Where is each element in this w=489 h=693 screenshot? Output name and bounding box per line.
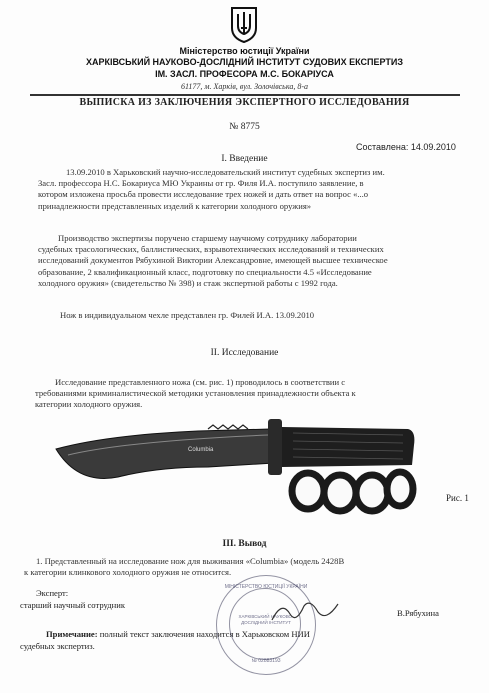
header-divider: [30, 94, 460, 96]
stamp-inner-text: ХАРКІВСЬКИЙ НАУКОВО-ДОСЛІДНИЙ ІНСТИТУТ: [238, 614, 294, 625]
stamp-code: № 02883193: [251, 658, 281, 664]
text-line: 1. Представленный на исследование нож для выживания «Columbia» (модель 2428В: [36, 556, 345, 566]
stamp-ring-text: МІНІСТЕРСТВО ЮСТИЦІЇ УКРАЇНИ: [224, 584, 308, 590]
expert-position: старший научный сотрудник: [20, 600, 126, 610]
section1-paragraph3: [60, 310, 314, 321]
text-line: холодного оружия» (свидетельство № 398) и стаж экспертной работы с 1992 года.: [38, 277, 338, 288]
text-line: Нож в индивидуальном чехле представлен гр. Филей И.А. 13.09.2010: [60, 310, 315, 320]
institute-address: 61177, м. Харків, вул. Золочівська, 8-а: [180, 82, 309, 91]
signature-scribble: [270, 596, 340, 626]
text-line: 13.09.2010 в Харьковский научно-исследовательский институт судебных экспертиз им.: [66, 167, 385, 177]
figure-caption: Рис. 1: [446, 493, 469, 503]
expert-name: В.Рябухина: [397, 608, 439, 618]
note-text: полный текст заключения находится в Харьковском НИИ: [99, 629, 310, 639]
text-line: исследований документов Рябухиной Виктории Александровне, имеющей высшее техническое: [38, 255, 388, 266]
ministry-name: Міністерство юстиції України: [179, 46, 310, 56]
text-line: Производство экспертизы поручено старшему научному сотруднику лаборатории: [58, 233, 357, 243]
text-line: принадлежности представленных изделий к категории холодного оружия»: [38, 200, 312, 211]
note-line2: судебных экспертиз.: [20, 641, 95, 651]
institute-name-line1: ХАРКІВСЬКИЙ НАУКОВО-ДОСЛІДНИЙ ІНСТИТУТ СУДОВИХ ЕКСПЕРТИЗ: [85, 57, 403, 67]
section2-heading: II. Исследование: [210, 348, 279, 358]
note-label: Примечание:: [46, 629, 98, 639]
text-line: котором изложена просьба провести исследование трех ножей и дать ответ на вопрос «...о: [38, 189, 369, 200]
text-line: судебных трасологических, баллистических, взрывотехнических исследований и технических: [38, 244, 384, 255]
text-line: категории холодного оружия.: [35, 399, 143, 410]
compiled-date: Составлена: 14.09.2010: [356, 142, 456, 152]
coat-of-arms-icon: [229, 4, 259, 44]
section3-heading: III. Вывод: [222, 539, 267, 549]
knife-figure: [48, 405, 418, 525]
knife-brand-label: Columbia: [188, 447, 214, 453]
document-title: ВЫПИСКА ИЗ ЗАКЛЮЧЕНИЯ ЭКСПЕРТНОГО ИССЛЕДОВАНИЯ: [79, 97, 410, 108]
text-line: требованиями криминалистической методики установления принадлежности объекта к: [35, 388, 356, 399]
document-number: № 8775: [229, 122, 260, 132]
institute-name-line2: ІМ. ЗАСЛ. ПРОФЕСОРА М.С. БОКАРІУСА: [155, 69, 334, 79]
section1-paragraph2: [38, 233, 458, 289]
section1-heading: I. Введение: [221, 154, 268, 164]
text-line: Засл. профессора Н.С. Бокариуса МЮ Украины от гр. Филя И.А. поступило заявление, в: [38, 178, 364, 189]
section1-paragraph1: [38, 167, 458, 212]
text-line: к категории клинкового холодного оружия не относится.: [24, 567, 232, 578]
section3-paragraph1: [24, 556, 469, 578]
text-line: Исследование представленного ножа (см. рис. 1) проводилось в соответствии с: [55, 377, 346, 387]
text-line: образование, 2 квалификационный класс, подготовку по специальности 4.5 «Исследование: [38, 266, 372, 277]
expert-label: Эксперт:: [36, 588, 69, 598]
